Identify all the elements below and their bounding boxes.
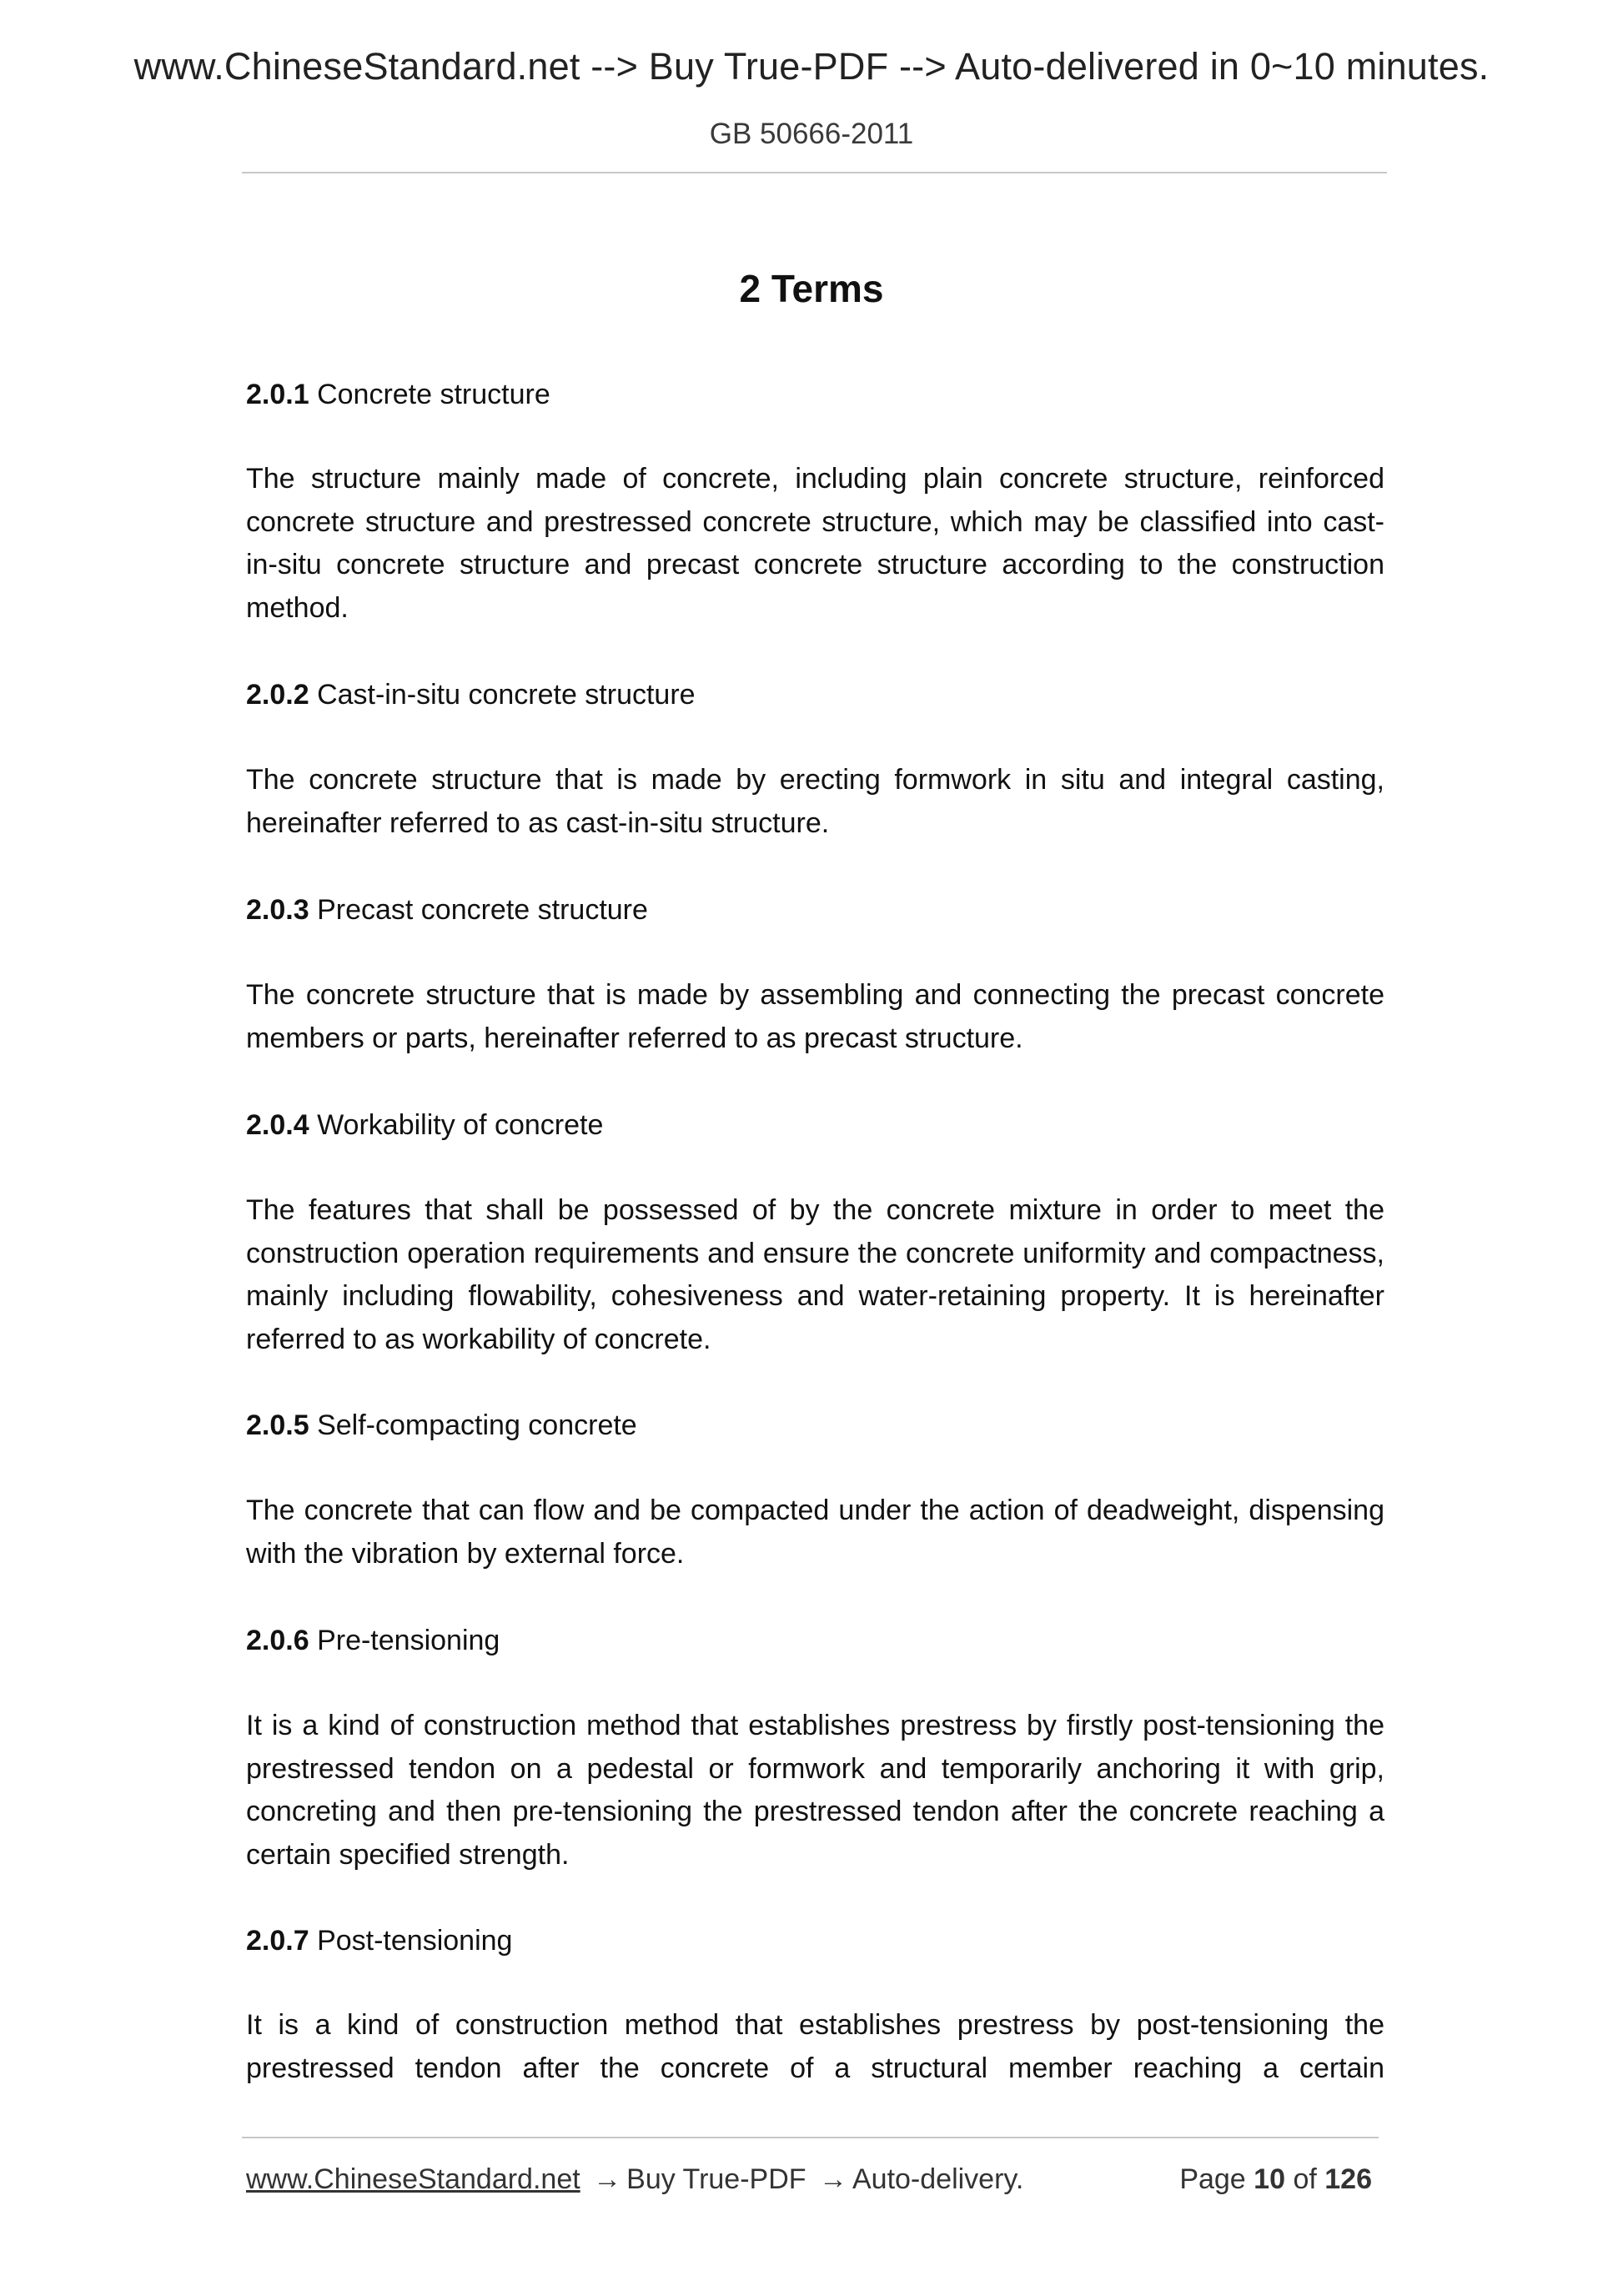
term-number: 2.0.3	[246, 894, 309, 926]
term-number: 2.0.6	[246, 1625, 309, 1656]
term-heading-2-0-4	[246, 1104, 1384, 1148]
standard-code: GB 50666-2011	[709, 118, 914, 150]
arrow-right-icon: →	[593, 2163, 622, 2195]
term-definition-2-0-1: The structure mainly made of concrete, including plain concrete structure, reinforced concrete structure and prestressed concrete structure, which may be classified into cast-in-situ concrete structure and precast concrete structure according to the construction method.	[246, 463, 1384, 624]
page-label: Page	[1179, 2163, 1246, 2195]
page-of-label: of	[1293, 2163, 1317, 2195]
term-name: Pre-tensioning	[317, 1625, 500, 1656]
footer-site-link[interactable]: www.ChineseStandard.net	[246, 2163, 580, 2195]
term-name: Concrete structure	[317, 379, 550, 410]
term-number: 2.0.5	[246, 1409, 309, 1441]
term-heading-2-0-1	[246, 374, 1384, 417]
term-name: Precast concrete structure	[317, 894, 648, 926]
term-number: 2.0.1	[246, 379, 309, 410]
page-indicator	[1179, 2158, 1372, 2200]
term-heading-2-0-2	[246, 674, 1384, 717]
page-current: 10	[1254, 2163, 1285, 2195]
page-total: 126	[1324, 2163, 1372, 2195]
term-heading-2-0-3	[246, 889, 1384, 932]
term-number: 2.0.4	[246, 1109, 309, 1141]
header-divider	[242, 172, 1387, 173]
term-definition-2-0-7: It is a kind of construction method that establishes prestress by post-tensioning the prestressed tendon after the concrete of a structural member reaching a certain	[246, 2009, 1384, 2084]
footer-promo	[246, 2158, 1023, 2200]
top-banner: www.ChineseStandard.net --> Buy True-PDF --> Auto-delivered in 0~10 minutes.	[133, 45, 1490, 88]
term-name: Cast-in-situ concrete structure	[317, 679, 696, 711]
term-name: Post-tensioning	[317, 1925, 513, 1957]
term-number: 2.0.7	[246, 1925, 309, 1957]
footer-buy-text: Buy True-PDF	[626, 2163, 806, 2195]
term-heading-2-0-6	[246, 1620, 1384, 1663]
term-definition-2-0-2: The concrete structure that is made by erecting formwork in situ and integral casting, hereinafter referred to as cast-in-situ structure.	[246, 764, 1384, 839]
arrow-right-icon: →	[818, 2163, 847, 2195]
term-definition-2-0-3: The concrete structure that is made by assembling and connecting the precast concrete members or parts, hereinafter referred to as precast structure.	[246, 979, 1384, 1054]
term-definition-2-0-4: The features that shall be possessed of by the concrete mixture in order to meet the construction operation requirements and ensure the concrete uniformity and compactness, mainly including flowability, cohesiveness and water-retaining property. It is hereinafter referred to as workability of concrete.	[246, 1194, 1384, 1355]
term-number: 2.0.2	[246, 679, 309, 711]
section-title: 2 Terms	[739, 267, 884, 310]
term-name: Self-compacting concrete	[317, 1409, 637, 1441]
term-heading-2-0-7	[246, 1920, 1384, 1963]
term-definition-2-0-6: It is a kind of construction method that establishes prestress by firstly post-tensioning the prestressed tendon on a pedestal or formwork and temporarily anchoring it with grip, concreting and then pre-tensioning the prestressed tendon after the concrete reaching a certain specified strength.	[246, 1710, 1384, 1871]
term-heading-2-0-5	[246, 1404, 1384, 1448]
footer-divider	[242, 2137, 1379, 2138]
footer-delivery-text: Auto-delivery.	[852, 2163, 1024, 2195]
term-definition-2-0-5: The concrete that can flow and be compacted under the action of deadweight, dispensing with the vibration by external force.	[246, 1495, 1384, 1570]
term-name: Workability of concrete	[317, 1109, 604, 1141]
